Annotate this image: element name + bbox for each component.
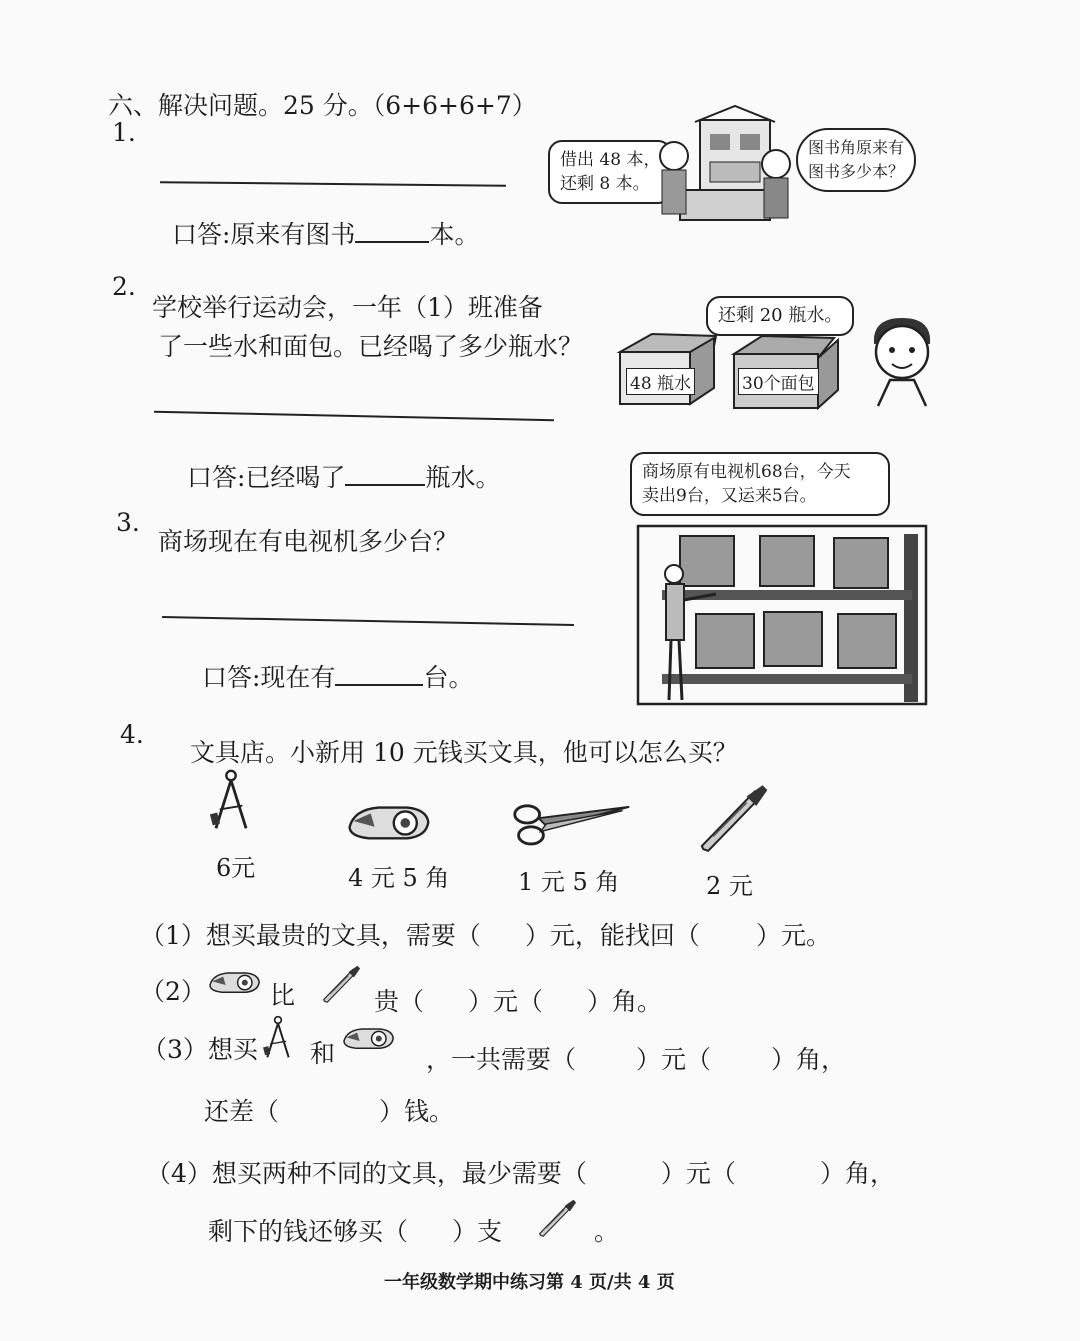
pen-icon bbox=[320, 964, 362, 1004]
q2-answer-prefix: 口答:已经喝了 bbox=[187, 463, 346, 492]
q1-answer-prefix: 口答:原来有图书 bbox=[172, 220, 356, 249]
q3-answer-line[interactable] bbox=[162, 616, 574, 626]
q2-speech-bubble: 还剩 20 瓶水。 bbox=[706, 296, 854, 336]
page-footer: 一年级数学期中练习第 4 页/共 4 页 bbox=[384, 1272, 675, 1293]
q1-answer-suffix: 本。 bbox=[429, 220, 480, 249]
q2-text-line1: 学校举行运动会，一年（1）班准备 bbox=[152, 293, 543, 322]
q4-sub2: （2） bbox=[140, 977, 206, 1006]
scissors-icon bbox=[510, 798, 634, 848]
q1-number: 1. bbox=[112, 118, 136, 147]
library-illustration bbox=[640, 100, 800, 240]
compass-price: 6元 bbox=[216, 854, 256, 882]
q1-answer-blank[interactable] bbox=[355, 241, 429, 243]
q2-text-line2: 了一些水和面包。已经喝了多少瓶水？ bbox=[158, 332, 584, 361]
pen-icon bbox=[536, 1198, 578, 1238]
q4-sub4-end: 。 bbox=[594, 1217, 620, 1246]
q4-sub4: （4）想买两种不同的文具，最少需要（ ）元（ ）角， bbox=[146, 1159, 895, 1188]
q2-answer-suffix: 瓶水。 bbox=[425, 463, 501, 492]
compass-icon bbox=[202, 768, 260, 834]
water-box-label: 48 瓶水 bbox=[626, 368, 695, 395]
pen-icon bbox=[690, 782, 776, 854]
tv-shelves-illustration bbox=[636, 524, 928, 708]
q4-sub4-line2: 剩下的钱还够买（ ）支 bbox=[208, 1217, 503, 1246]
q4-sub3-rest: ，一共需要（ ）元（ ）角， bbox=[426, 1045, 847, 1074]
q3-answer-blank[interactable] bbox=[335, 684, 423, 686]
correction-tape-icon bbox=[338, 1022, 398, 1054]
section-title: 六、解决问题。25 分。（6+6+6+7） bbox=[108, 91, 537, 120]
correction-tape-icon bbox=[340, 798, 436, 846]
q3-answer bbox=[202, 658, 473, 694]
pen-price: 2 元 bbox=[706, 872, 753, 900]
q3-answer-suffix: 台。 bbox=[423, 663, 474, 692]
bread-box-label: 30个面包 bbox=[738, 368, 819, 395]
q3-number: 3. bbox=[116, 508, 140, 537]
q2-answer-blank[interactable] bbox=[345, 484, 425, 486]
q4-number: 4. bbox=[120, 720, 144, 749]
q4-sub1: （1）想买最贵的文具，需要（ ）元，能找回（ ）元。 bbox=[140, 921, 831, 950]
scissors-price: 1 元 5 角 bbox=[518, 868, 620, 896]
q4-sub3-and: 和 bbox=[310, 1039, 336, 1068]
correction-tape-icon bbox=[204, 966, 264, 998]
compass-icon bbox=[258, 1014, 298, 1062]
boy-icon bbox=[864, 314, 940, 410]
q1-answer-line[interactable] bbox=[160, 181, 506, 187]
q3-answer-prefix: 口答:现在有 bbox=[202, 663, 336, 692]
q1-speech-bubble-right: 图书角原来有 图书多少本？ bbox=[796, 128, 916, 192]
q4-sub3: （3）想买 bbox=[142, 1035, 258, 1064]
q2-answer bbox=[187, 458, 500, 494]
q2-number: 2. bbox=[112, 272, 136, 301]
q2-answer-line[interactable] bbox=[154, 411, 554, 421]
q3-speech-bubble: 商场原有电视机68台，今天 卖出9台，又运来5台。 bbox=[630, 452, 890, 516]
q1-speech-bubble-left: 借出 48 本， 还剩 8 本。 bbox=[548, 140, 672, 204]
q4-sub2-compare: 比 bbox=[270, 981, 296, 1010]
q3-text: 商场现在有电视机多少台？ bbox=[158, 527, 459, 556]
q4-sub3-line2: 还差（ ）钱。 bbox=[204, 1097, 455, 1126]
q4-text: 文具店。小新用 10 元钱买文具，他可以怎么买？ bbox=[190, 738, 738, 767]
correction-tape-price: 4 元 5 角 bbox=[348, 864, 450, 892]
q4-sub2-rest: 贵（ ）元（ ）角。 bbox=[374, 987, 663, 1016]
q1-answer bbox=[172, 215, 479, 251]
